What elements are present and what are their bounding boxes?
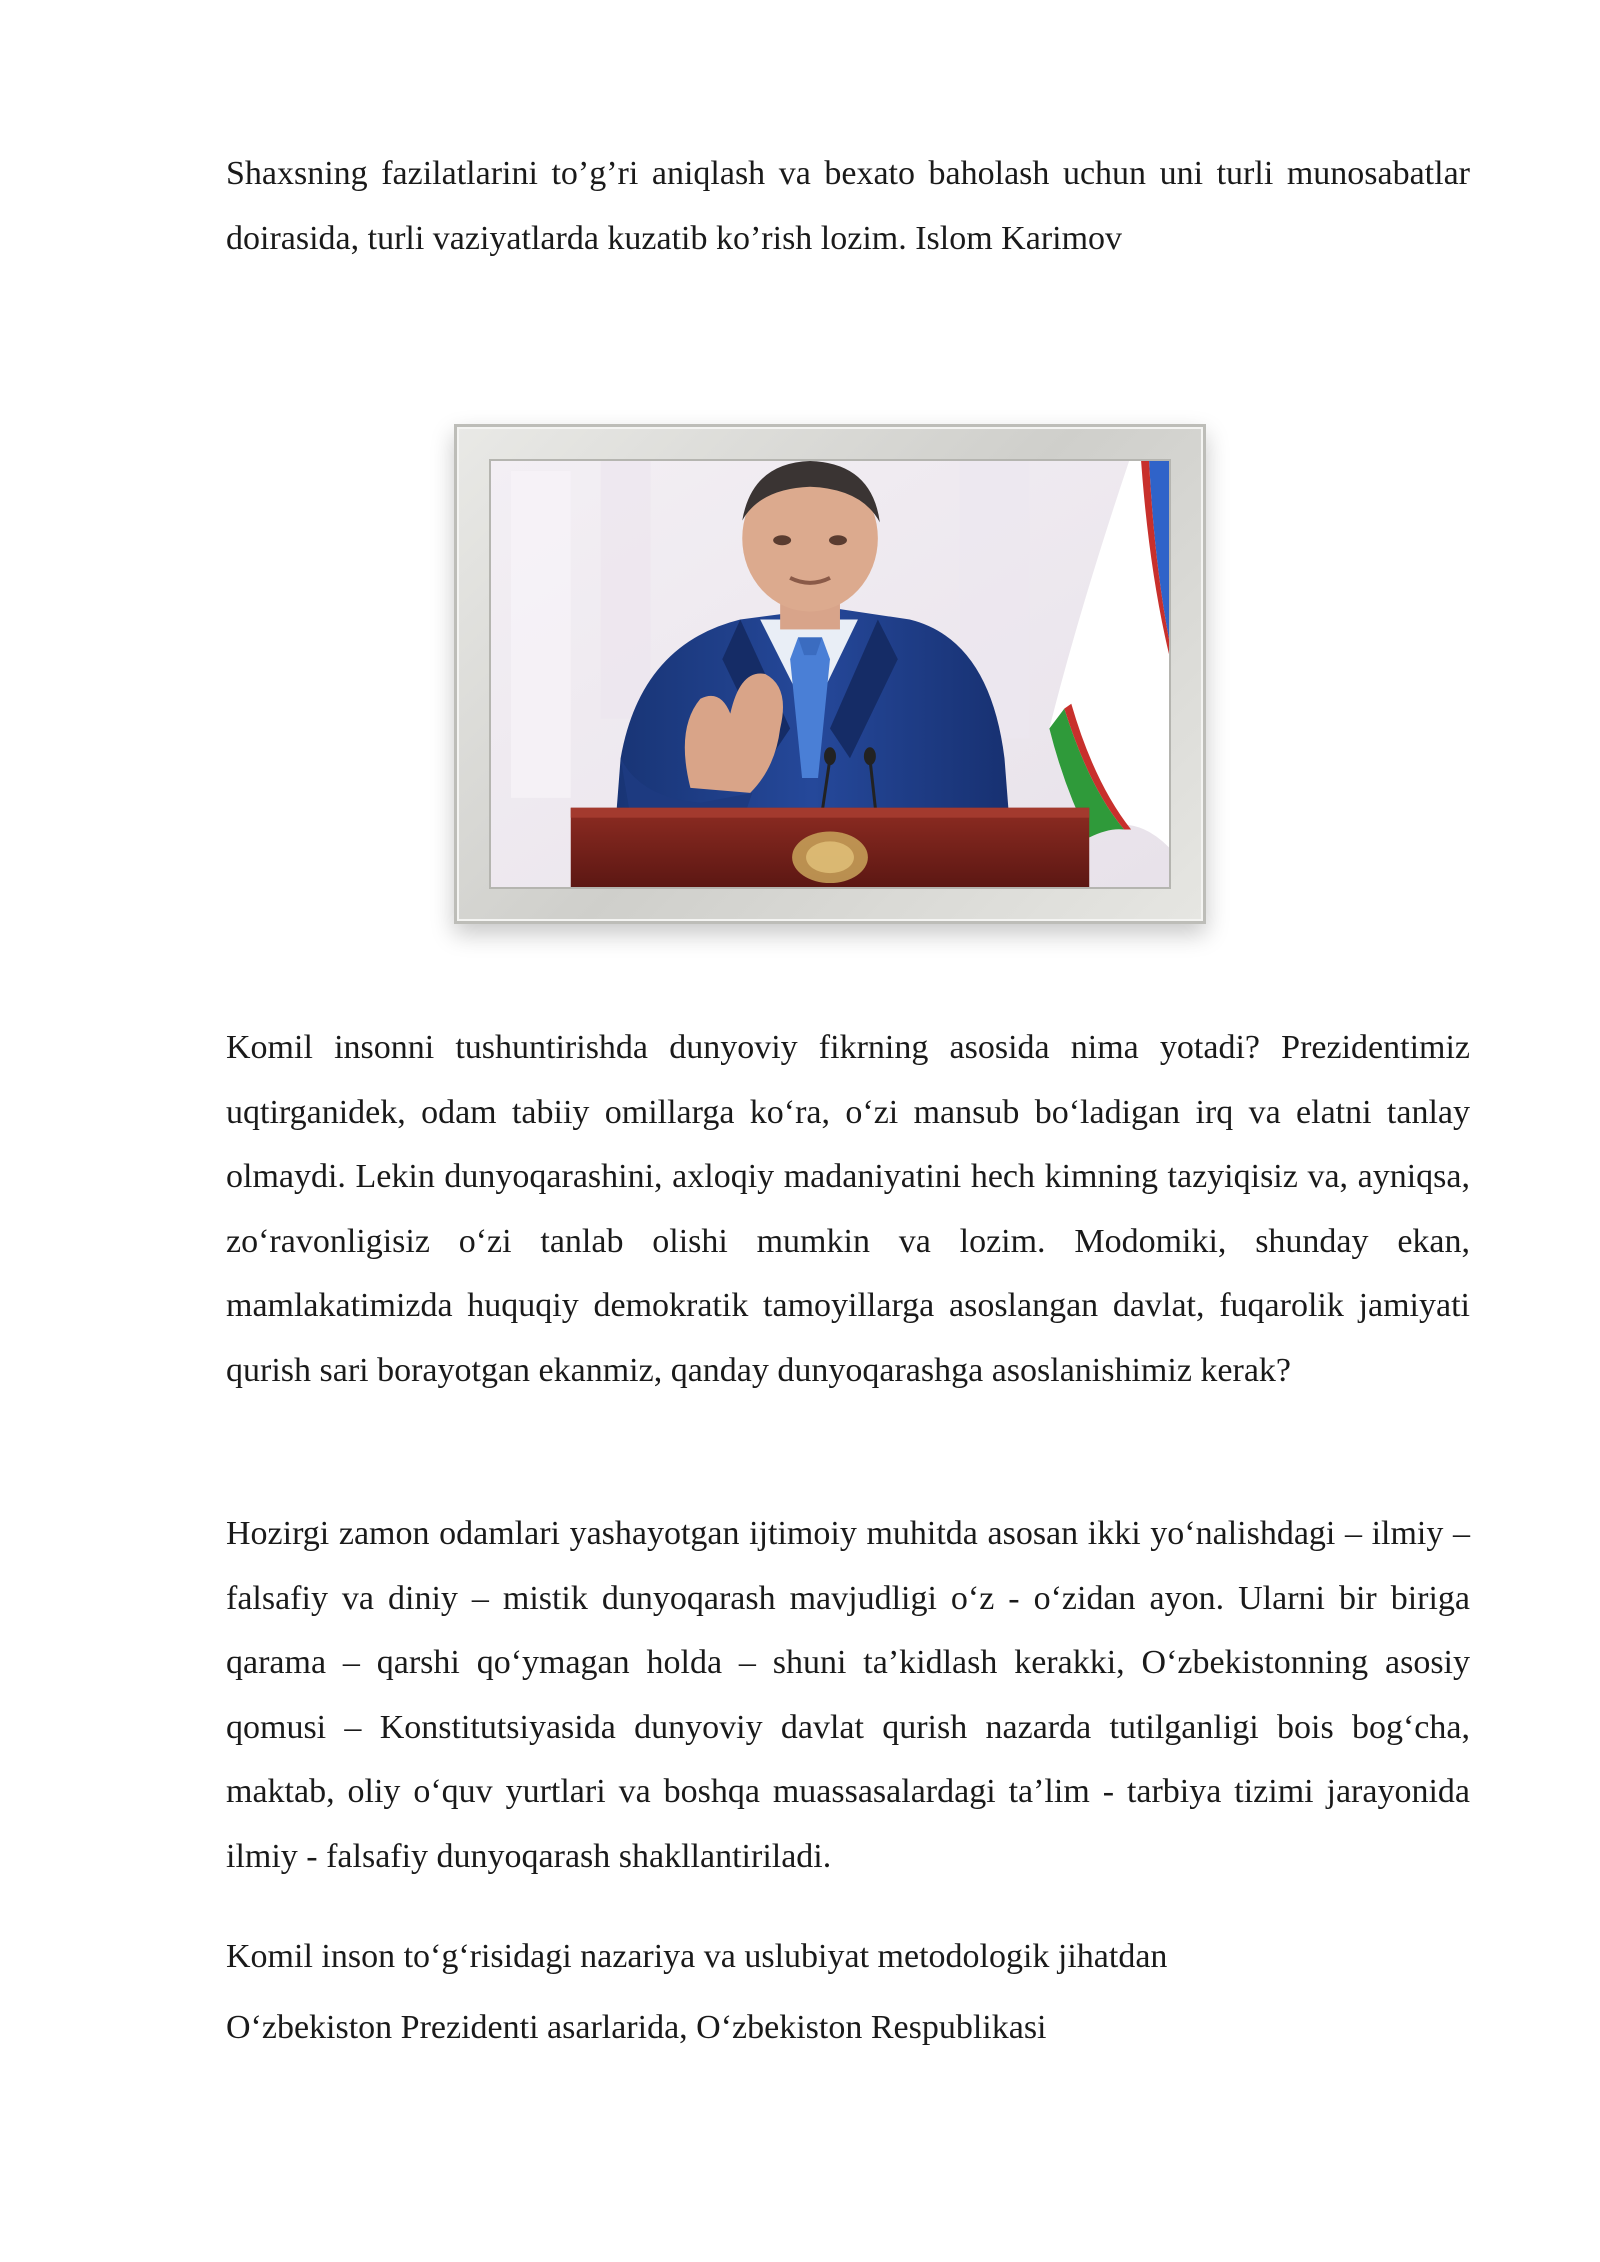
photo <box>491 461 1169 887</box>
closing-line: O‘zbekiston Prezidenti asarlarida, O‘zbekiston Respublikasi <box>226 2009 1047 2046</box>
body-paragraph: Hozirgi zamon odamlari yashayotgan ijtimoiy muhitda asosan ikki yo‘nalishdagi – ilmiy – falsafiy va diniy – mistik dunyoqarash mavjudligi o‘z - o‘zidan ayon. Ularni bir biriga qarama – qarshi qo‘ymagan holda – shuni ta’kidlash kerakki, O‘zbekistonning asosiy qomusi – Konstitutsiyasida dunyoviy davlat qurish nazarda tutilganligi bois bog‘cha, maktab, oliy o‘quv yurtlari va boshqa muassasalardagi ta’lim - tarbiya tizimi jarayonida ilmiy - falsafiy dunyoqarash shakllantiriladi. <box>226 1515 1470 1875</box>
photo-frame <box>454 424 1206 924</box>
body-paragraph: Komil insonni tushuntirishda dunyoviy fikrning asosida nima yotadi? Prezidentimiz uqtirganidek, odam tabiiy omillarga ko‘ra, o‘zi mansub bo‘ladigan irq va elatni tanlay olmaydi. Lekin dunyoqarashini, axloqiy madaniyatini hech kimning tazyiqisiz va, ayniqsa, zo‘ravonligisiz o‘zi tanlab olishi mumkin va lozim. Modomiki, shunday ekan, mamlakatimizda huquqiy demokratik tamoyillarga asoslangan davlat, fuqarolik jamiyati qurish sari borayotgan ekanmiz, qanday dunyoqarashga asoslanishimiz kerak? <box>226 1029 1470 1389</box>
closing-line: Komil inson to‘g‘risidagi nazariya va uslubiyat metodologik jihatdan <box>226 1938 1168 1975</box>
speaker-at-podium-icon <box>491 461 1169 887</box>
quote-paragraph: Shaxsning fazilatlarini to’g’ri aniqlash va bexato baholash uchun uni turli munosabatlar doirasida, turli vaziyatlarda kuzatib ko’rish lozim. Islom Karimov <box>226 155 1470 257</box>
